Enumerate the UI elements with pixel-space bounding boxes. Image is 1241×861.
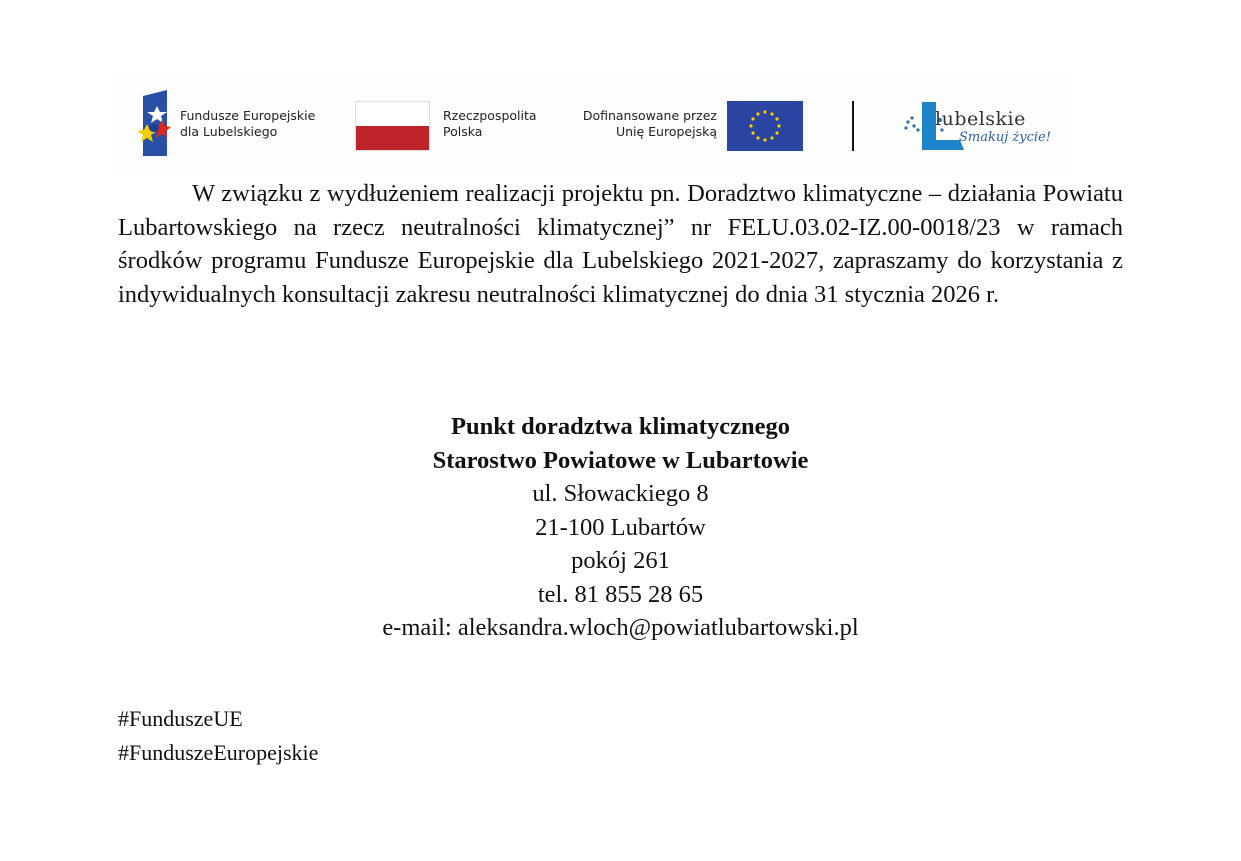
lubelskie-tagline: Smakuj życie! xyxy=(959,130,1051,145)
fe-logo-text xyxy=(180,108,315,140)
fundusze-europejskie-logo-icon xyxy=(135,90,171,156)
hashtags xyxy=(118,702,318,769)
lubelskie-name: lubelskie xyxy=(935,108,1026,130)
pl-line1: Rzeczpospolita xyxy=(443,108,537,123)
eu-logo-text xyxy=(569,108,717,140)
contact-phone: tel. 81 855 28 65 xyxy=(537,580,704,608)
contact-title: Punkt doradztwa klimatycznego xyxy=(451,413,790,440)
eu-flag-icon xyxy=(727,101,803,151)
contact-office: Starostwo Powiatowe w Lubartowie xyxy=(432,446,809,474)
announcement-paragraph xyxy=(118,177,1123,311)
hashtag: #FunduszeEuropejskie xyxy=(118,739,319,765)
fe-line1: Fundusze Europejskie xyxy=(180,108,316,123)
logo-bar xyxy=(117,72,1067,172)
eu-line2: Unię Europejską xyxy=(615,124,717,139)
contact-room: pokój 261 xyxy=(571,547,670,574)
contact-street: ul. Słowackiego 8 xyxy=(532,480,709,507)
eu-line1: Dofinansowane przez xyxy=(582,108,717,123)
announcement-text: W związku z wydłużeniem realizacji projektu pn. Doradztwo klimatyczne – działania Powiatu Lubartowskiego na rzecz neutralności klimatycznej” nr FELU.03.02-IZ.00-0018/23 w ramach środków programu Fundusze Europejskie dla Lubelskiego 2021-2027, zapraszamy do korzystania z indywidualnych konsultacji zakresu neutralności klimatycznej do dnia 31 stycznia 2026 r. xyxy=(118,180,1123,308)
poland-flag-icon xyxy=(355,101,430,151)
pl-logo-text xyxy=(443,108,537,140)
logo-separator xyxy=(852,101,854,151)
contact-email: e-mail: aleksandra.wloch@powiatlubartowski.pl xyxy=(382,614,859,641)
contact-city: 21-100 Lubartów xyxy=(535,513,706,541)
pl-line2: Polska xyxy=(443,124,483,139)
fe-line2: dla Lubelskiego xyxy=(180,124,278,139)
hashtag: #FunduszeUE xyxy=(118,706,243,731)
contact-block xyxy=(118,410,1123,645)
